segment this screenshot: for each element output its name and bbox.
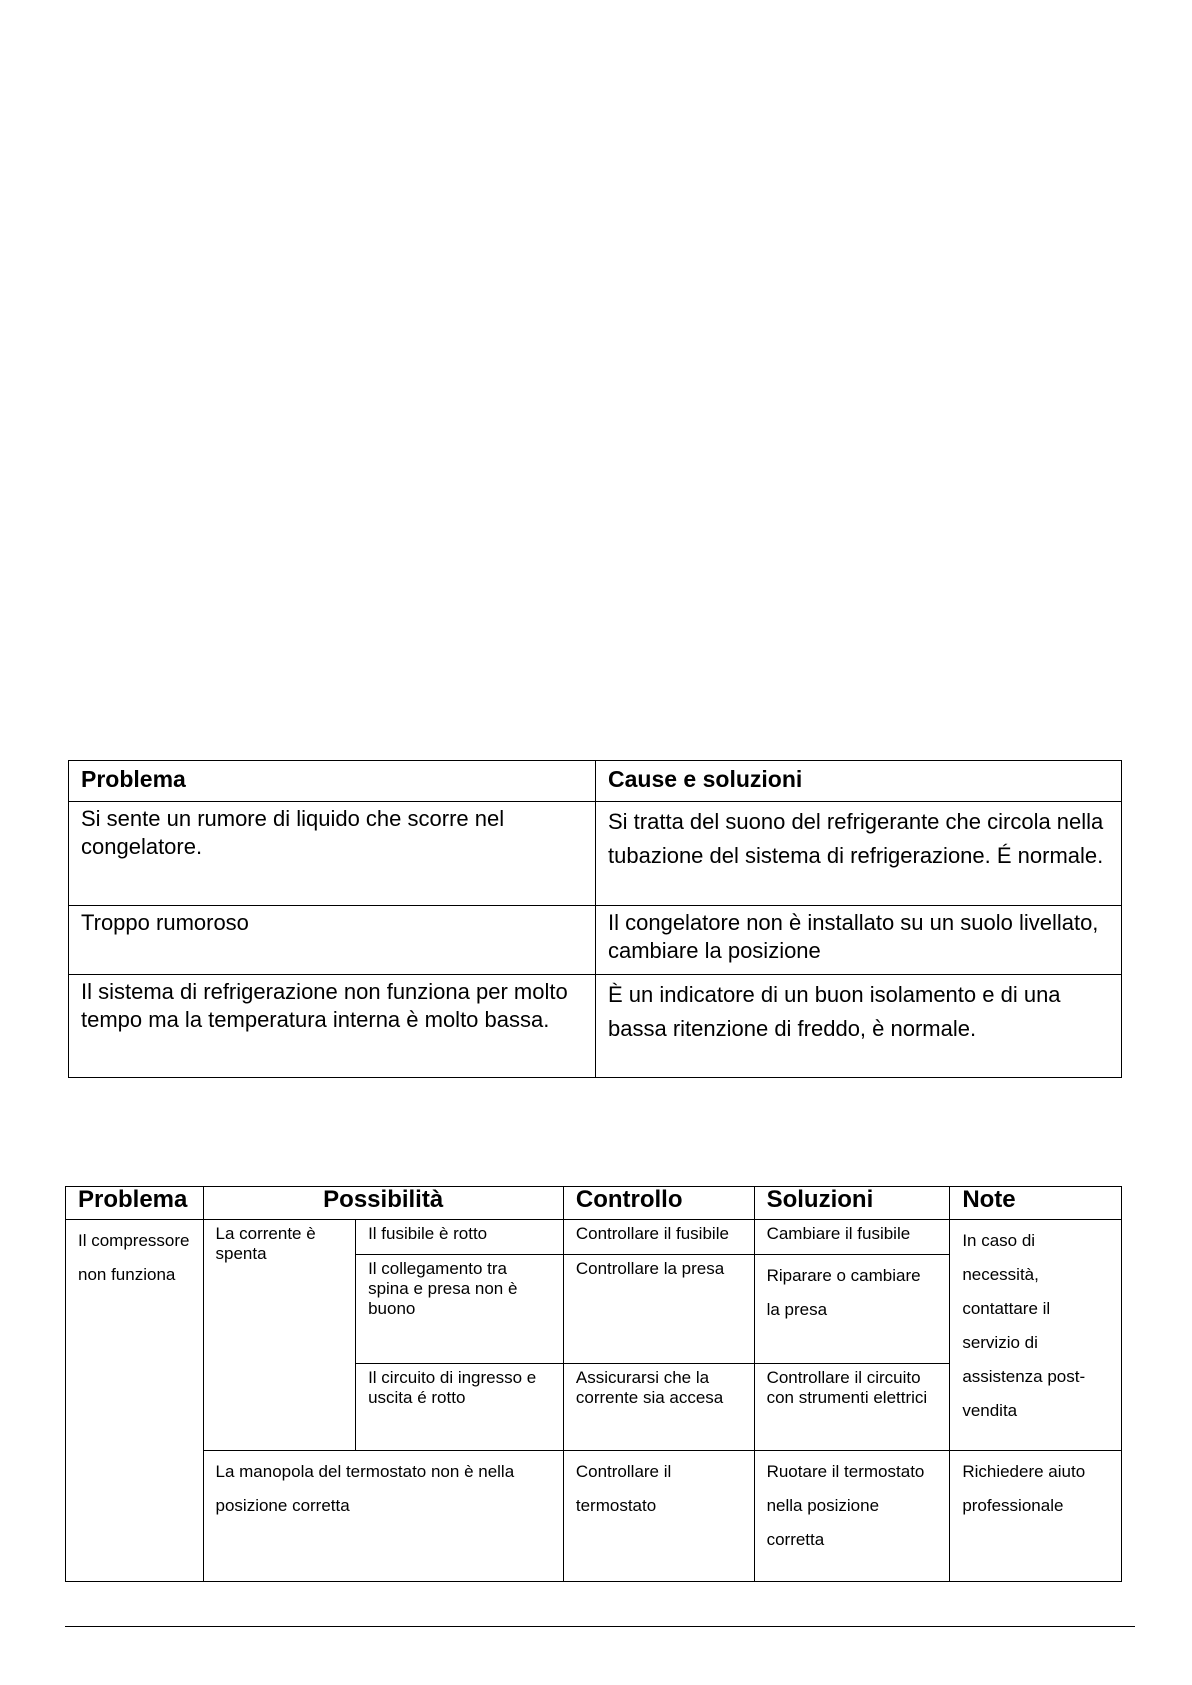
header-soluzioni: Soluzioni xyxy=(754,1187,950,1220)
header-cause-soluzioni: Cause e soluzioni xyxy=(596,761,1122,802)
problem-cell: Il compressore non funziona xyxy=(66,1220,204,1582)
note-cell: In caso di necessità, contattare il servizio di assistenza post-vendita xyxy=(950,1220,1122,1451)
problem-cell: Il sistema di refrigerazione non funziona per molto tempo ma la temperatura interna è molto bassa. xyxy=(69,975,596,1078)
table-row xyxy=(69,802,1122,906)
troubleshooting-table-compressor xyxy=(65,1186,1122,1582)
header-problema: Problema xyxy=(69,761,596,802)
solution-cell: Controllare il circuito con strumenti elettrici xyxy=(754,1364,950,1451)
solution-cell: Cambiare il fusibile xyxy=(754,1220,950,1255)
cause-cell: Il circuito di ingresso e uscita é rotto xyxy=(356,1364,564,1451)
footer-rule xyxy=(65,1626,1135,1627)
problem-cell: Si sente un rumore di liquido che scorre nel congelatore. xyxy=(69,802,596,906)
cause-cell: Il collegamento tra spina e presa non è buono xyxy=(356,1255,564,1364)
power-off-cell: La corrente è spenta xyxy=(203,1220,356,1451)
solution-cell: Ruotare il termostato nella posizione corretta xyxy=(754,1451,950,1582)
check-cell: Assicurarsi che la corrente sia accesa xyxy=(563,1364,754,1451)
check-cell: Controllare il fusibile xyxy=(563,1220,754,1255)
check-cell: Controllare il termostato xyxy=(563,1451,754,1582)
check-cell: Controllare la presa xyxy=(563,1255,754,1364)
table-row xyxy=(69,906,1122,975)
table-row xyxy=(66,1220,1122,1255)
header-note: Note xyxy=(950,1187,1122,1220)
note-cell: Richiedere aiuto professionale xyxy=(950,1451,1122,1582)
header-controllo: Controllo xyxy=(563,1187,754,1220)
table-row xyxy=(66,1451,1122,1582)
cause-cell: Il fusibile è rotto xyxy=(356,1220,564,1255)
problem-cell: Troppo rumoroso xyxy=(69,906,596,975)
solution-cell: Il congelatore non è installato su un suolo livellato, cambiare la posizione xyxy=(596,906,1122,975)
solution-cell: È un indicatore di un buon isolamento e di una bassa ritenzione di freddo, è normale. xyxy=(596,975,1122,1078)
troubleshooting-table-noise xyxy=(68,760,1122,1078)
solution-cell: Si tratta del suono del refrigerante che circola nella tubazione del sistema di refrigerazione. É normale. xyxy=(596,802,1122,906)
table-row xyxy=(69,975,1122,1078)
header-problema: Problema xyxy=(66,1187,204,1220)
solution-cell: Riparare o cambiare la presa xyxy=(754,1255,950,1364)
cause-cell: La manopola del termostato non è nella posizione corretta xyxy=(203,1451,563,1582)
header-possibilita: Possibilità xyxy=(203,1187,563,1220)
